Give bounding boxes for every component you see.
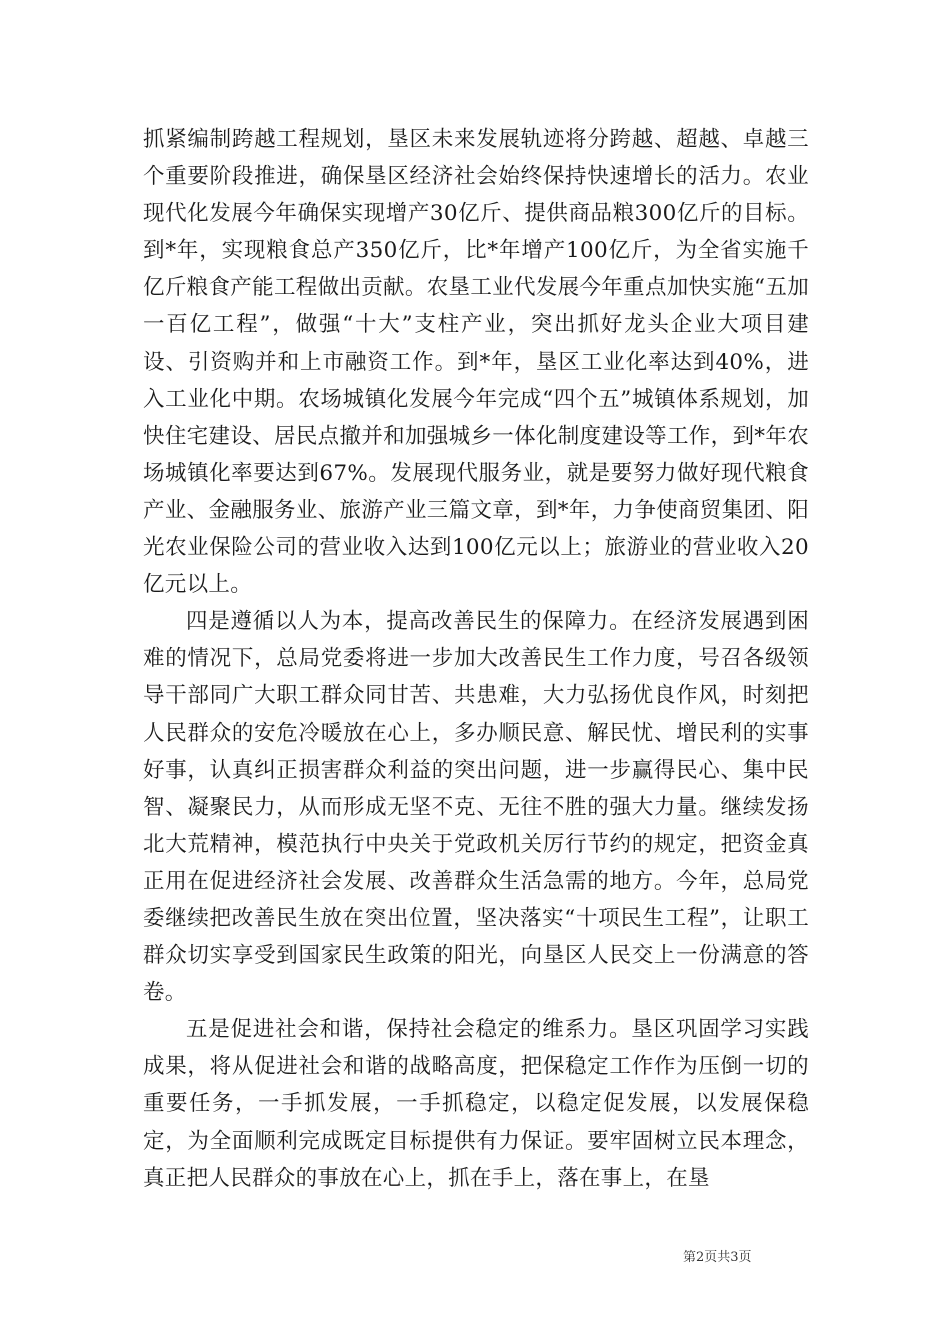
paragraph-2: 四是遵循以人为本，提高改善民生的保障力。在经济发展遇到困难的情况下，总局党委将进一步加大改善民生工作力度，号召各级领导干部同广大职工群众同甘苦、共患难，大力弘扬优良作风，时刻把人民群众的安危冷暖放在心上，多办顺民意、解民忧、增民利的实事好事，认真纠正损害群众利益的突出问题，进一步赢得民心、集中民智、凝聚民力，从而形成无坚不克、无往不胜的强大力量。继续发扬北大荒精神，模范执行中央关于党政机关厉行节约的规定，把资金真正用在促进经济社会发展、改善群众生活急需的地方。今年，总局党委继续把改善民生放在突出位置，坚决落实“十项民生工程”，让职工群众切实享受到国家民生政策的阳光，向垦区人民交上一份满意的答卷。 [143,609,809,1006]
paragraph-3: 五是促进社会和谐，保持社会稳定的维系力。垦区巩固学习实践成果，将从促进社会和谐的战略高度，把保稳定工作作为压倒一切的重要任务，一手抓发展，一手抓稳定，以稳定促发展，以发展保稳定，为全面顺利完成既定目标提供有力保证。要牢固树立民本理念，真正把人民群众的事放在心上，抓在手上，落在事上，在垦 [143,1017,809,1191]
document-body [143,121,809,1197]
page-number-footer: 第2页共3页 [683,1250,752,1265]
paragraph-1: 抓紧编制跨越工程规划，垦区未来发展轨迹将分跨越、超越、卓越三个重要阶段推进，确保垦区经济社会始终保持快速增长的活力。农业现代化发展今年确保实现增产30亿斤、提供商品粮300亿斤的目标。到*年，实现粮食总产350亿斤，比*年增产100亿斤，为全省实施千亿斤粮食产能工程做出贡献。农垦工业代发展今年重点加快实施“五加一百亿工程”，做强“十大”支柱产业，突出抓好龙头企业大项目建设、引资购并和上市融资工作。到*年，垦区工业化率达到40%，进入工业化中期。农场城镇化发展今年完成“四个五”城镇体系规划，加快住宅建设、居民点撤并和加强城乡一体化制度建设等工作，到*年农场城镇化率要达到67%。发展现代服务业，就是要努力做好现代粮食产业、金融服务业、旅游产业三篇文章，到*年，力争使商贸集团、阳光农业保险公司的营业收入达到100亿元以上；旅游业的营业收入20亿元以上。 [143,127,809,598]
